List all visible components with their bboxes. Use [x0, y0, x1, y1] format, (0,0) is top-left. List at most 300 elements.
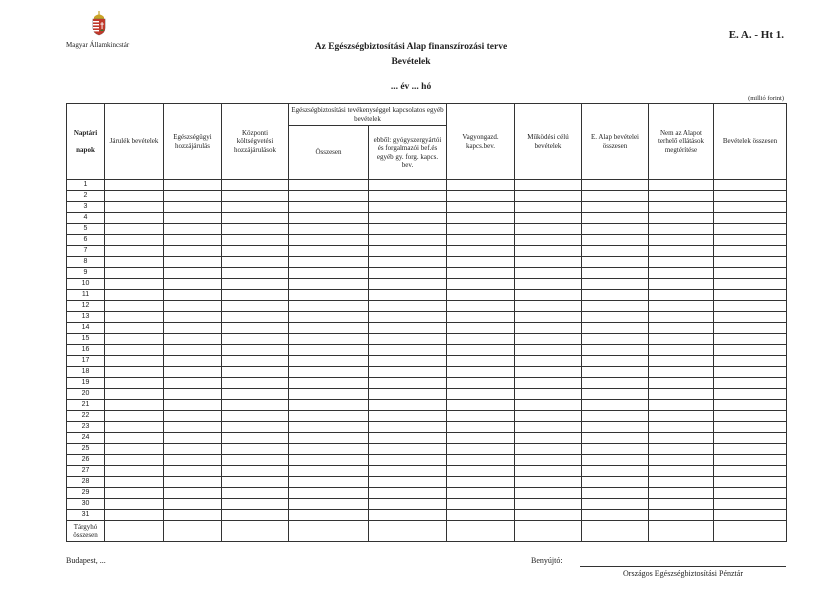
data-cell[interactable] [447, 466, 515, 477]
data-cell[interactable] [582, 455, 649, 466]
data-cell[interactable] [289, 202, 369, 213]
data-cell[interactable] [515, 345, 582, 356]
data-cell[interactable] [649, 499, 714, 510]
data-cell[interactable] [582, 257, 649, 268]
data-cell[interactable] [105, 279, 164, 290]
data-cell[interactable] [582, 279, 649, 290]
data-cell[interactable] [515, 378, 582, 389]
data-cell[interactable] [649, 488, 714, 499]
data-cell[interactable] [582, 180, 649, 191]
data-cell[interactable] [369, 400, 447, 411]
data-cell[interactable] [369, 466, 447, 477]
data-cell[interactable] [447, 224, 515, 235]
data-cell[interactable] [369, 356, 447, 367]
data-cell[interactable] [447, 202, 515, 213]
data-cell[interactable] [105, 433, 164, 444]
data-cell[interactable] [164, 213, 222, 224]
data-cell[interactable] [515, 268, 582, 279]
data-cell[interactable] [289, 477, 369, 488]
data-cell[interactable] [582, 444, 649, 455]
data-cell[interactable] [369, 389, 447, 400]
data-cell[interactable] [714, 191, 787, 202]
data-cell[interactable] [222, 279, 289, 290]
data-cell[interactable] [105, 455, 164, 466]
data-cell[interactable] [447, 411, 515, 422]
data-cell[interactable] [515, 488, 582, 499]
total-cell[interactable] [582, 521, 649, 542]
data-cell[interactable] [649, 279, 714, 290]
data-cell[interactable] [649, 202, 714, 213]
data-cell[interactable] [714, 323, 787, 334]
data-cell[interactable] [289, 356, 369, 367]
data-cell[interactable] [515, 455, 582, 466]
data-cell[interactable] [515, 323, 582, 334]
data-cell[interactable] [222, 268, 289, 279]
data-cell[interactable] [447, 257, 515, 268]
data-cell[interactable] [582, 477, 649, 488]
data-cell[interactable] [515, 312, 582, 323]
total-cell[interactable] [164, 521, 222, 542]
data-cell[interactable] [447, 488, 515, 499]
data-cell[interactable] [447, 389, 515, 400]
data-cell[interactable] [714, 444, 787, 455]
data-cell[interactable] [447, 323, 515, 334]
data-cell[interactable] [105, 202, 164, 213]
data-cell[interactable] [447, 235, 515, 246]
data-cell[interactable] [289, 466, 369, 477]
total-cell[interactable] [105, 521, 164, 542]
data-cell[interactable] [447, 345, 515, 356]
data-cell[interactable] [164, 389, 222, 400]
data-cell[interactable] [447, 180, 515, 191]
data-cell[interactable] [582, 334, 649, 345]
data-cell[interactable] [649, 191, 714, 202]
data-cell[interactable] [714, 422, 787, 433]
data-cell[interactable] [447, 312, 515, 323]
data-cell[interactable] [164, 235, 222, 246]
data-cell[interactable] [515, 246, 582, 257]
data-cell[interactable] [447, 455, 515, 466]
data-cell[interactable] [582, 268, 649, 279]
data-cell[interactable] [222, 202, 289, 213]
data-cell[interactable] [222, 290, 289, 301]
data-cell[interactable] [222, 510, 289, 521]
total-cell[interactable] [515, 521, 582, 542]
data-cell[interactable] [714, 356, 787, 367]
data-cell[interactable] [164, 290, 222, 301]
data-cell[interactable] [515, 279, 582, 290]
data-cell[interactable] [164, 202, 222, 213]
data-cell[interactable] [289, 433, 369, 444]
data-cell[interactable] [447, 301, 515, 312]
data-cell[interactable] [289, 279, 369, 290]
data-cell[interactable] [369, 235, 447, 246]
data-cell[interactable] [582, 356, 649, 367]
data-cell[interactable] [515, 191, 582, 202]
data-cell[interactable] [105, 268, 164, 279]
data-cell[interactable] [515, 411, 582, 422]
data-cell[interactable] [164, 301, 222, 312]
data-cell[interactable] [649, 345, 714, 356]
data-cell[interactable] [164, 367, 222, 378]
data-cell[interactable] [515, 477, 582, 488]
data-cell[interactable] [222, 488, 289, 499]
data-cell[interactable] [222, 499, 289, 510]
data-cell[interactable] [222, 334, 289, 345]
data-cell[interactable] [289, 323, 369, 334]
total-cell[interactable] [222, 521, 289, 542]
data-cell[interactable] [222, 213, 289, 224]
total-cell[interactable] [714, 521, 787, 542]
data-cell[interactable] [369, 488, 447, 499]
data-cell[interactable] [105, 389, 164, 400]
data-cell[interactable] [105, 400, 164, 411]
data-cell[interactable] [289, 235, 369, 246]
data-cell[interactable] [369, 323, 447, 334]
data-cell[interactable] [447, 400, 515, 411]
data-cell[interactable] [105, 334, 164, 345]
data-cell[interactable] [515, 400, 582, 411]
data-cell[interactable] [649, 246, 714, 257]
data-cell[interactable] [289, 389, 369, 400]
data-cell[interactable] [515, 422, 582, 433]
data-cell[interactable] [649, 378, 714, 389]
data-cell[interactable] [222, 323, 289, 334]
data-cell[interactable] [649, 455, 714, 466]
data-cell[interactable] [369, 455, 447, 466]
data-cell[interactable] [649, 323, 714, 334]
data-cell[interactable] [289, 334, 369, 345]
data-cell[interactable] [515, 334, 582, 345]
data-cell[interactable] [515, 433, 582, 444]
data-cell[interactable] [164, 411, 222, 422]
data-cell[interactable] [649, 301, 714, 312]
data-cell[interactable] [289, 180, 369, 191]
data-cell[interactable] [582, 367, 649, 378]
data-cell[interactable] [222, 301, 289, 312]
data-cell[interactable] [289, 224, 369, 235]
data-cell[interactable] [714, 290, 787, 301]
data-cell[interactable] [582, 422, 649, 433]
data-cell[interactable] [105, 323, 164, 334]
data-cell[interactable] [164, 477, 222, 488]
data-cell[interactable] [447, 246, 515, 257]
data-cell[interactable] [164, 510, 222, 521]
data-cell[interactable] [164, 488, 222, 499]
data-cell[interactable] [714, 499, 787, 510]
data-cell[interactable] [164, 268, 222, 279]
data-cell[interactable] [164, 466, 222, 477]
data-cell[interactable] [714, 510, 787, 521]
data-cell[interactable] [714, 213, 787, 224]
data-cell[interactable] [649, 268, 714, 279]
data-cell[interactable] [369, 422, 447, 433]
data-cell[interactable] [582, 323, 649, 334]
data-cell[interactable] [714, 488, 787, 499]
data-cell[interactable] [369, 378, 447, 389]
data-cell[interactable] [369, 180, 447, 191]
data-cell[interactable] [582, 466, 649, 477]
data-cell[interactable] [369, 290, 447, 301]
data-cell[interactable] [714, 466, 787, 477]
data-cell[interactable] [369, 334, 447, 345]
data-cell[interactable] [105, 290, 164, 301]
data-cell[interactable] [515, 213, 582, 224]
data-cell[interactable] [582, 224, 649, 235]
data-cell[interactable] [649, 312, 714, 323]
data-cell[interactable] [289, 345, 369, 356]
data-cell[interactable] [582, 312, 649, 323]
data-cell[interactable] [369, 257, 447, 268]
data-cell[interactable] [222, 378, 289, 389]
data-cell[interactable] [714, 477, 787, 488]
data-cell[interactable] [369, 433, 447, 444]
data-cell[interactable] [582, 213, 649, 224]
data-cell[interactable] [222, 257, 289, 268]
data-cell[interactable] [164, 422, 222, 433]
data-cell[interactable] [714, 202, 787, 213]
data-cell[interactable] [289, 378, 369, 389]
data-cell[interactable] [105, 488, 164, 499]
data-cell[interactable] [582, 191, 649, 202]
data-cell[interactable] [369, 213, 447, 224]
data-cell[interactable] [222, 400, 289, 411]
data-cell[interactable] [222, 466, 289, 477]
data-cell[interactable] [649, 400, 714, 411]
data-cell[interactable] [649, 466, 714, 477]
data-cell[interactable] [649, 389, 714, 400]
data-cell[interactable] [714, 345, 787, 356]
data-cell[interactable] [222, 180, 289, 191]
data-cell[interactable] [105, 422, 164, 433]
data-cell[interactable] [582, 433, 649, 444]
data-cell[interactable] [515, 224, 582, 235]
data-cell[interactable] [369, 301, 447, 312]
data-cell[interactable] [164, 356, 222, 367]
data-cell[interactable] [289, 499, 369, 510]
data-cell[interactable] [164, 334, 222, 345]
data-cell[interactable] [289, 455, 369, 466]
data-cell[interactable] [369, 202, 447, 213]
data-cell[interactable] [222, 345, 289, 356]
data-cell[interactable] [289, 510, 369, 521]
data-cell[interactable] [222, 235, 289, 246]
data-cell[interactable] [649, 224, 714, 235]
data-cell[interactable] [714, 389, 787, 400]
data-cell[interactable] [369, 510, 447, 521]
data-cell[interactable] [649, 257, 714, 268]
data-cell[interactable] [649, 444, 714, 455]
data-cell[interactable] [447, 422, 515, 433]
data-cell[interactable] [582, 488, 649, 499]
data-cell[interactable] [447, 213, 515, 224]
data-cell[interactable] [714, 400, 787, 411]
data-cell[interactable] [582, 411, 649, 422]
data-cell[interactable] [714, 246, 787, 257]
data-cell[interactable] [105, 224, 164, 235]
data-cell[interactable] [714, 334, 787, 345]
data-cell[interactable] [105, 466, 164, 477]
data-cell[interactable] [222, 312, 289, 323]
signature-line[interactable] [580, 566, 786, 567]
data-cell[interactable] [164, 246, 222, 257]
data-cell[interactable] [289, 422, 369, 433]
data-cell[interactable] [222, 433, 289, 444]
data-cell[interactable] [289, 257, 369, 268]
data-cell[interactable] [582, 510, 649, 521]
data-cell[interactable] [164, 433, 222, 444]
data-cell[interactable] [582, 301, 649, 312]
data-cell[interactable] [105, 411, 164, 422]
data-cell[interactable] [515, 466, 582, 477]
data-cell[interactable] [649, 477, 714, 488]
data-cell[interactable] [105, 356, 164, 367]
data-cell[interactable] [164, 224, 222, 235]
data-cell[interactable] [222, 367, 289, 378]
data-cell[interactable] [649, 367, 714, 378]
data-cell[interactable] [105, 345, 164, 356]
data-cell[interactable] [164, 345, 222, 356]
data-cell[interactable] [105, 180, 164, 191]
data-cell[interactable] [369, 411, 447, 422]
data-cell[interactable] [105, 213, 164, 224]
data-cell[interactable] [447, 367, 515, 378]
data-cell[interactable] [447, 268, 515, 279]
data-cell[interactable] [222, 455, 289, 466]
data-cell[interactable] [164, 400, 222, 411]
data-cell[interactable] [105, 367, 164, 378]
data-cell[interactable] [515, 444, 582, 455]
data-cell[interactable] [289, 367, 369, 378]
data-cell[interactable] [649, 422, 714, 433]
data-cell[interactable] [369, 268, 447, 279]
data-cell[interactable] [447, 356, 515, 367]
data-cell[interactable] [369, 499, 447, 510]
data-cell[interactable] [515, 389, 582, 400]
data-cell[interactable] [164, 279, 222, 290]
data-cell[interactable] [447, 191, 515, 202]
data-cell[interactable] [105, 444, 164, 455]
data-cell[interactable] [714, 455, 787, 466]
data-cell[interactable] [447, 444, 515, 455]
data-cell[interactable] [105, 510, 164, 521]
data-cell[interactable] [582, 235, 649, 246]
data-cell[interactable] [369, 279, 447, 290]
data-cell[interactable] [105, 378, 164, 389]
data-cell[interactable] [222, 356, 289, 367]
data-cell[interactable] [164, 191, 222, 202]
data-cell[interactable] [649, 213, 714, 224]
total-cell[interactable] [289, 521, 369, 542]
data-cell[interactable] [582, 378, 649, 389]
data-cell[interactable] [582, 290, 649, 301]
data-cell[interactable] [714, 235, 787, 246]
data-cell[interactable] [105, 246, 164, 257]
data-cell[interactable] [714, 367, 787, 378]
data-cell[interactable] [714, 301, 787, 312]
data-cell[interactable] [369, 246, 447, 257]
data-cell[interactable] [649, 510, 714, 521]
data-cell[interactable] [582, 202, 649, 213]
data-cell[interactable] [289, 213, 369, 224]
data-cell[interactable] [515, 301, 582, 312]
data-cell[interactable] [515, 202, 582, 213]
data-cell[interactable] [222, 411, 289, 422]
data-cell[interactable] [447, 290, 515, 301]
data-cell[interactable] [714, 312, 787, 323]
data-cell[interactable] [164, 312, 222, 323]
data-cell[interactable] [164, 180, 222, 191]
data-cell[interactable] [515, 510, 582, 521]
data-cell[interactable] [369, 312, 447, 323]
data-cell[interactable] [369, 477, 447, 488]
data-cell[interactable] [515, 235, 582, 246]
data-cell[interactable] [164, 444, 222, 455]
data-cell[interactable] [714, 180, 787, 191]
data-cell[interactable] [222, 422, 289, 433]
data-cell[interactable] [289, 290, 369, 301]
data-cell[interactable] [222, 246, 289, 257]
data-cell[interactable] [447, 433, 515, 444]
total-cell[interactable] [369, 521, 447, 542]
data-cell[interactable] [447, 279, 515, 290]
data-cell[interactable] [222, 477, 289, 488]
data-cell[interactable] [447, 510, 515, 521]
data-cell[interactable] [714, 257, 787, 268]
data-cell[interactable] [105, 191, 164, 202]
data-cell[interactable] [105, 477, 164, 488]
data-cell[interactable] [447, 378, 515, 389]
data-cell[interactable] [164, 499, 222, 510]
data-cell[interactable] [222, 191, 289, 202]
data-cell[interactable] [289, 411, 369, 422]
data-cell[interactable] [649, 180, 714, 191]
data-cell[interactable] [714, 378, 787, 389]
data-cell[interactable] [649, 433, 714, 444]
data-cell[interactable] [369, 345, 447, 356]
data-cell[interactable] [289, 191, 369, 202]
data-cell[interactable] [447, 477, 515, 488]
total-cell[interactable] [447, 521, 515, 542]
data-cell[interactable] [164, 323, 222, 334]
data-cell[interactable] [515, 356, 582, 367]
data-cell[interactable] [447, 499, 515, 510]
data-cell[interactable] [222, 444, 289, 455]
data-cell[interactable] [222, 224, 289, 235]
total-cell[interactable] [649, 521, 714, 542]
data-cell[interactable] [289, 246, 369, 257]
data-cell[interactable] [515, 290, 582, 301]
data-cell[interactable] [369, 191, 447, 202]
data-cell[interactable] [105, 499, 164, 510]
data-cell[interactable] [369, 444, 447, 455]
data-cell[interactable] [649, 356, 714, 367]
data-cell[interactable] [289, 444, 369, 455]
data-cell[interactable] [649, 334, 714, 345]
data-cell[interactable] [515, 499, 582, 510]
data-cell[interactable] [515, 180, 582, 191]
data-cell[interactable] [289, 488, 369, 499]
data-cell[interactable] [515, 367, 582, 378]
data-cell[interactable] [582, 345, 649, 356]
data-cell[interactable] [714, 411, 787, 422]
data-cell[interactable] [164, 378, 222, 389]
data-cell[interactable] [369, 367, 447, 378]
data-cell[interactable] [649, 235, 714, 246]
data-cell[interactable] [105, 301, 164, 312]
data-cell[interactable] [582, 499, 649, 510]
data-cell[interactable] [369, 224, 447, 235]
